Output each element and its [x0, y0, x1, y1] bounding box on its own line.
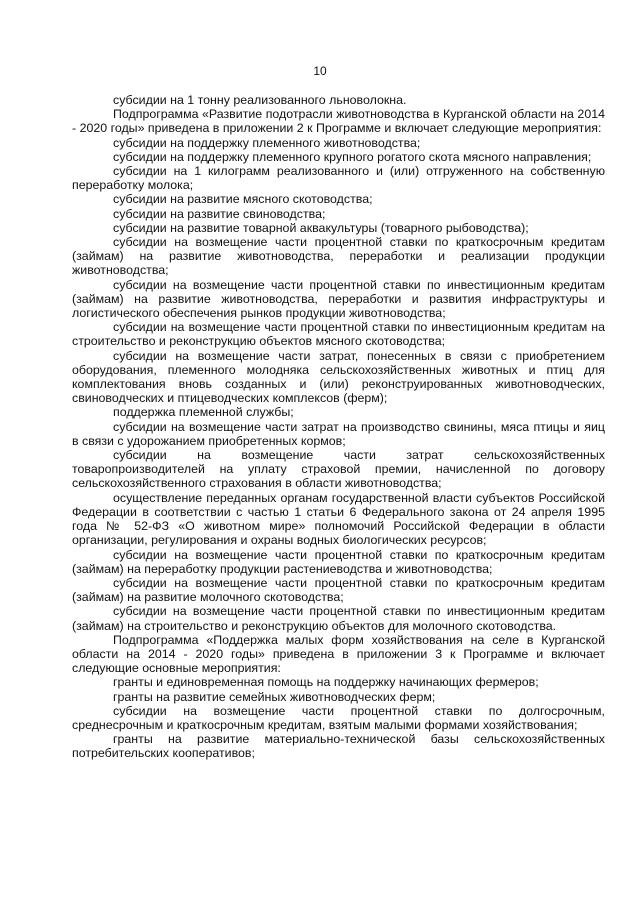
- list-item: субсидии на возмещение части процентной ставки по краткосрочным кредитам (займам) на развитие молочного скотоводства;: [72, 575, 605, 605]
- paragraph-flax-fiber-subsidy: субсидии на 1 тонну реализованного льноволокна.: [113, 93, 407, 107]
- list-item: субсидии на развитие мясного скотоводства;: [113, 192, 373, 207]
- list-item: гранты на развитие семейных животноводческих ферм;: [113, 689, 436, 704]
- paragraph-livestock-subprogram-intro: Подпрограмма «Развитие подотрасли животноводства в Курганской области на 2014 - 2020 годы» приведена в приложении 2 к Программе и включает следующие мероприятия:: [72, 107, 605, 136]
- list-item: осуществление переданных органам государственной власти субъектов Российской Федерации в соответствии с частью 1 статьи 6 Федерального закона от 24 апреля 1995 года № 52-ФЗ «О животном мире» полномочий Российской Федерации в области организации, регулирования и охраны водных биологических ресурсов;: [72, 490, 605, 548]
- list-item: субсидии на возмещение части процентной ставки по краткосрочным кредитам (займам) на переработку продукции растениеводства и животноводства;: [72, 547, 605, 576]
- document-body: [72, 93, 605, 761]
- paragraph-small-farms-subprogram-intro: Подпрограмма «Поддержка малых форм хозяйствования на селе в Курганской области на 2014 - 2020 годы» приведена в приложении 3 к Программе и включает следующие основные мероприятия:: [72, 632, 605, 676]
- list-item: субсидии на возмещение части процентной ставки по краткосрочным кредитам (займам) на развитие животноводства, переработки и реализации продукции животноводства;: [72, 235, 605, 278]
- list-item: субсидии на возмещение части процентной ставки по долгосрочным, среднесрочным и краткосрочным кредитам, взятым малыми формами хозяйствования;: [72, 703, 605, 732]
- list-item: субсидии на развитие свиноводства;: [113, 206, 326, 221]
- list-item: субсидии на возмещение части процентной ставки по инвестиционным кредитам (займам) на строительство и реконструкцию объектов для молочного скотоводства.: [72, 604, 605, 633]
- list-item: субсидии на развитие товарной аквакультуры (товарного рыбоводства);: [113, 220, 529, 235]
- list-item: гранты на развитие материально-технической базы сельскохозяйственных потребительских кооперативов;: [72, 732, 605, 761]
- list-item: субсидии на 1 килограмм реализованного и (или) отгруженного на собственную переработку молока;: [72, 164, 605, 193]
- list-item: субсидии на возмещение части затрат на производство свинины, мяса птицы и яиц в связи с удорожанием приобретенных кормов;: [72, 419, 605, 448]
- list-item: гранты и единовременная помощь на поддержку начинающих фермеров;: [113, 675, 539, 690]
- page-number: 10: [313, 64, 327, 78]
- list-item: субсидии на возмещение части процентной ставки по инвестиционным кредитам (займам) на развитие животноводства, переработки и развития инфраструктуры и логистического обеспечения рынков продукции животноводства;: [72, 277, 605, 321]
- list-item: субсидии на поддержку племенного животноводства;: [113, 135, 421, 150]
- list-item: субсидии на поддержку племенного крупного рогатого скота мясного направления;: [113, 149, 592, 164]
- list-item: поддержка племенной службы;: [113, 405, 294, 420]
- list-item: субсидии на возмещение части затрат сельскохозяйственных товаропроизводителей на уплату страховой премии, начисленной по договору сельскохозяйственного страхования в области животноводства;: [72, 448, 605, 491]
- list-item: субсидии на возмещение части процентной ставки по инвестиционным кредитам на строительство и реконструкцию объектов мясного скотоводства;: [72, 320, 605, 349]
- list-item: субсидии на возмещение части затрат, понесенных в связи с приобретением оборудования, племенного молодняка сельскохозяйственных животных и птиц для комплектования вновь созданных и (или) реконструированных животноводческих, свиноводческих и птицеводческих комплексов (ферм);: [72, 348, 605, 406]
